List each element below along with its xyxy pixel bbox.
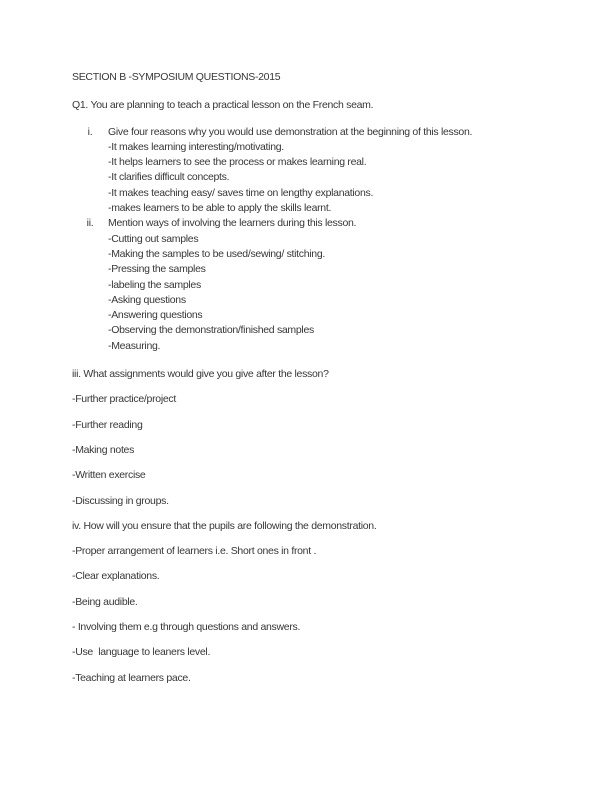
answer-line: -Making the samples to be used/sewing/ stitching. <box>108 247 326 260</box>
answer-line: -labeling the samples <box>108 278 201 291</box>
part-prompt: Give four reasons why you would use demonstration at the beginning of this lesson. <box>108 125 473 138</box>
answer-line: -It clarifies difficult concepts. <box>108 171 230 184</box>
paragraph-line: -Teaching at learners pace. <box>72 671 191 684</box>
answer-line: -Observing the demonstration/finished samples <box>108 324 314 337</box>
part-prompt: Mention ways of involving the learners during this lesson. <box>108 217 357 230</box>
question-parts-list <box>72 125 540 354</box>
paragraph-line: iv. How will you ensure that the pupils are following the demonstration. <box>72 519 377 532</box>
paragraph-line: -Discussing in groups. <box>72 494 169 507</box>
paragraph-line: - Involving them e.g through questions and answers. <box>72 621 301 634</box>
answer-paragraphs <box>72 367 540 686</box>
answer-line: -It makes teaching easy/ saves time on lengthy explanations. <box>108 186 374 199</box>
part-numeral: i. <box>87 125 93 138</box>
answer-line: -Pressing the samples <box>108 263 206 276</box>
paragraph-line: -Further practice/project <box>72 393 176 406</box>
answer-line: -Measuring. <box>108 339 161 352</box>
answer-line: -It helps learners to see the process or makes learning real. <box>108 156 367 169</box>
paragraph-line: -Making notes <box>72 443 135 456</box>
answer-line: -It makes learning interesting/motivating. <box>108 140 284 153</box>
part-row <box>72 216 540 231</box>
question-q1: Q1. You are planning to teach a practical lesson on the French seam. <box>72 99 374 112</box>
answer-line: -Asking questions <box>108 293 186 306</box>
answer-line: -Answering questions <box>108 309 203 322</box>
paragraph-line: -Being audible. <box>72 595 138 608</box>
paragraph-line: iii. What assignments would give you give after the lesson? <box>72 368 329 381</box>
answer-line: -makes learners to be able to apply the skills learnt. <box>108 202 332 215</box>
section-title: SECTION B -SYMPOSIUM QUESTIONS-2015 <box>72 71 281 83</box>
answer-line: -Cutting out samples <box>108 232 199 245</box>
paragraph-line: -Use language to leaners level. <box>72 646 211 659</box>
paragraph-line: -Clear explanations. <box>72 570 160 583</box>
part-numeral: ii. <box>86 217 94 230</box>
paragraph-line: -Proper arrangement of learners i.e. Short ones in front . <box>72 545 317 558</box>
part-row <box>72 125 540 140</box>
paragraph-line: -Written exercise <box>72 469 146 482</box>
paragraph-line: -Further reading <box>72 418 143 431</box>
